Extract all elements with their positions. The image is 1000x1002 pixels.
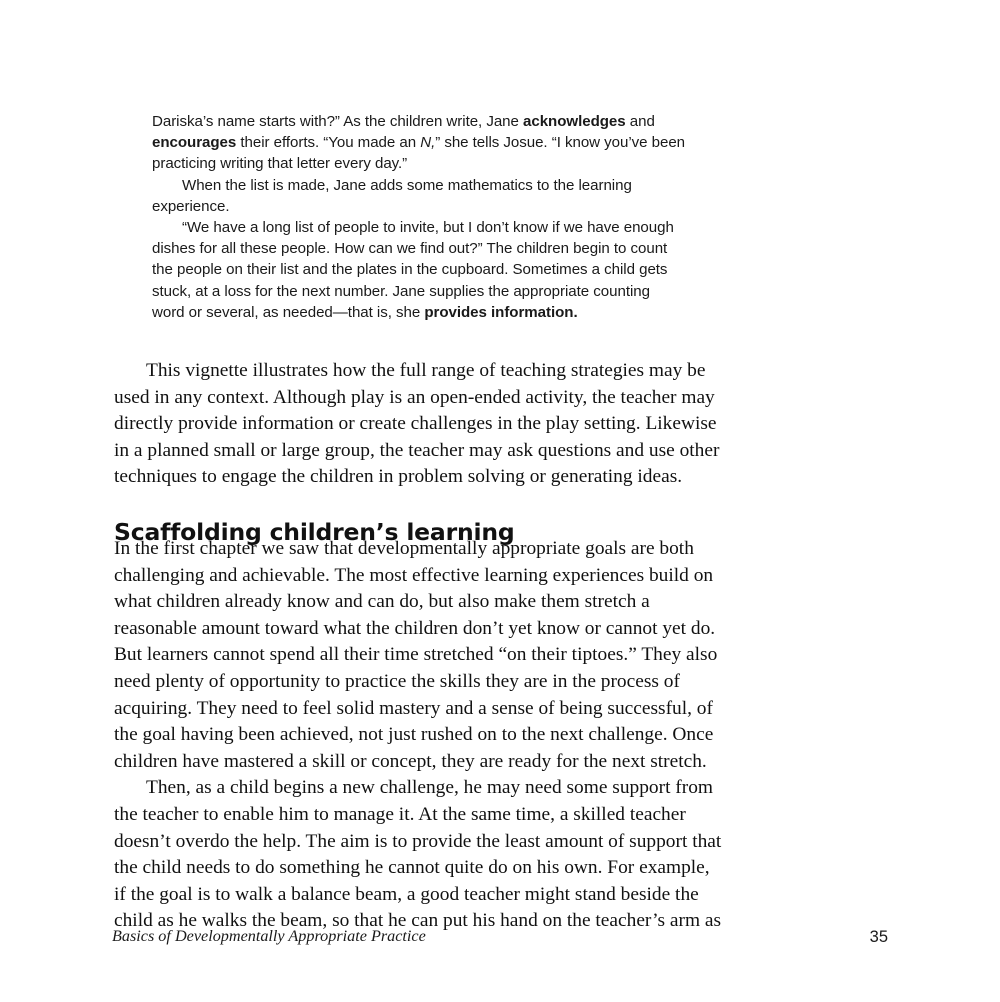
text-run: their efforts. “You made an xyxy=(236,134,421,152)
emphasis-bold: acknowledges xyxy=(523,113,626,130)
paragraph-text: Then, as a child begins a new challenge, he may need some support from the teacher to enable him to manage it. At the same time, a skilled teacher doesn’t overdo the help. The aim is to provide the least amount of support that the child needs to do something he cannot quite do on his own. For example, if the goal is to walk a balance beam, a good teacher might stand beside the child as he walks the beam, so that he can put his hand on the teacher’s arm as xyxy=(114,777,722,932)
emphasis-bold: provides information. xyxy=(424,303,578,321)
emphasis-italic: N, xyxy=(420,134,436,152)
paragraph-text: This vignette illustrates how the full range of teaching strategies may be used in any context. Although play is an open-ended activity, the teacher may directly provide information or create challenges in the play setting. Likewise in a planned small or large group, the teacher may ask questions and use other techniques to engage the children in problem solving or generating ideas. xyxy=(114,360,720,488)
vignette-paragraph xyxy=(152,217,686,323)
footer-page-number: 35 xyxy=(869,928,888,946)
vignette-paragraph xyxy=(152,111,686,175)
emphasis-bold: encourages xyxy=(152,134,237,152)
footer-book-title: Basics of Developmentally Appropriate Practice xyxy=(112,927,426,945)
vignette-text-block xyxy=(152,111,686,323)
text-run: ” she tells Josue. “I know you’ve been practicing writing that letter every day.” xyxy=(152,134,686,173)
scaffolding-paragraphs xyxy=(114,536,726,935)
text-run: Dariska’s name starts with?” As the children write, Jane xyxy=(152,113,524,130)
page-footer xyxy=(112,927,888,951)
paragraph-vignette-summary xyxy=(114,358,726,491)
text-run: and xyxy=(625,113,655,130)
page-title: Scaffolding children’s learning xyxy=(114,517,515,546)
text-run: When the list is made, Jane adds some mathematics to the learning experience. xyxy=(152,176,632,215)
text-run: “We have a long list of people to invite, but I don’t know if we have enough dishes for all these people. How can we find out?” The children begin to count the people on their list and the plates in the cupboard. Sometimes a child gets stuck, at a loss for the next number. Jane supplies the appropriate counting word or several, as needed—that is, she xyxy=(152,219,674,321)
paragraph-text: In the first chapter we saw that developmentally appropriate goals are both challenging and achievable. The most effective learning experiences build on what children already know and can do, but also make them stretch a reasonable amount toward what the children don’t yet know or cannot yet do. But learners cannot spend all their time stretched “on their tiptoes.” They also need plenty of opportunity to practice the skills they are in the process of acquiring. They need to feel solid mastery and a sense of being successful, of the goal having been achieved, not just rushed on to the next challenge. Once children have mastered a skill or concept, they are ready for the next stretch. xyxy=(114,538,718,772)
vignette-paragraph xyxy=(152,175,686,217)
